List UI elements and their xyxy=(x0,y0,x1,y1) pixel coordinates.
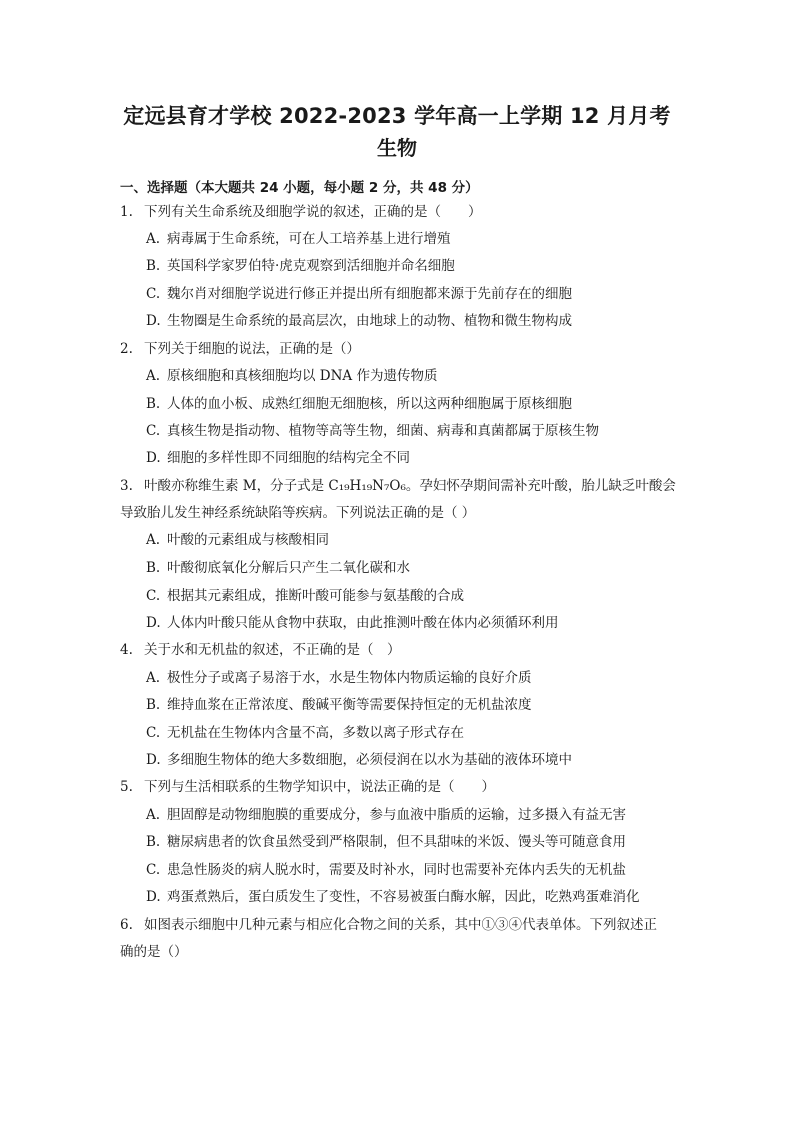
question-4 xyxy=(120,641,401,659)
option-text: 患急性肠炎的病人脱水时，需要及时补水，同时也需要补充体内丢失的无机盐 xyxy=(167,862,626,878)
question-5 xyxy=(120,778,495,796)
option-letter: C. xyxy=(146,286,161,302)
question-3-continuation: 导致胎儿发生神经系统缺陷等疾病。下列说法正确的是（ ） xyxy=(120,505,476,521)
option-letter: B. xyxy=(146,396,161,412)
option-text: 根据其元素组成，推断叶酸可能参与氨基酸的合成 xyxy=(167,588,464,604)
option-letter: C. xyxy=(146,725,161,741)
option-3d xyxy=(146,614,559,632)
question-number: 5. xyxy=(120,779,133,795)
option-text: 叶酸彻底氧化分解后只产生二氧化碳和水 xyxy=(167,560,410,576)
option-letter: D. xyxy=(146,450,161,466)
option-4d xyxy=(146,751,572,769)
option-text: 原核细胞和真核细胞均以 DNA 作为遗传物质 xyxy=(167,368,438,384)
question-6 xyxy=(120,916,657,934)
option-3b xyxy=(146,559,410,577)
option-2a xyxy=(146,367,437,385)
option-5a xyxy=(146,806,626,824)
question-number: 2. xyxy=(120,341,133,357)
question-6-continuation: 确的是（） xyxy=(120,944,188,960)
option-text: 病毒属于生命系统，可在人工培养基上进行增殖 xyxy=(167,231,451,247)
option-5c xyxy=(146,861,626,879)
option-text: 无机盐在生物体内含量不高，多数以离子形式存在 xyxy=(167,725,464,741)
option-5b xyxy=(146,833,626,851)
option-5d xyxy=(146,888,640,906)
exam-title: 定远县育才学校 2022-2023 学年高一上学期 12 月月考 xyxy=(123,104,671,128)
question-stem: 如图表示细胞中几种元素与相应化合物之间的关系，其中①③④代表单体。下列叙述正 xyxy=(144,917,657,933)
option-letter: D. xyxy=(146,889,161,905)
question-stem: 关于水和无机盐的叙述，不正确的是（ ） xyxy=(144,642,401,658)
option-text: 真核生物是指动物、植物等高等生物，细菌、病毒和真菌都属于原核生物 xyxy=(167,423,599,439)
option-4b xyxy=(146,696,532,714)
option-text: 生物圈是生命系统的最高层次，由地球上的动物、植物和微生物构成 xyxy=(167,313,572,329)
option-text: 人体内叶酸只能从食物中获取，由此推测叶酸在体内必须循环利用 xyxy=(167,615,559,631)
option-letter: A. xyxy=(146,231,161,247)
question-3 xyxy=(120,477,676,495)
option-2c xyxy=(146,422,599,440)
option-text: 胆固醇是动物细胞膜的重要成分，参与血液中脂质的运输，过多摄入有益无害 xyxy=(167,807,626,823)
option-text: 细胞的多样性即不同细胞的结构完全不同 xyxy=(167,450,410,466)
option-letter: C. xyxy=(146,423,161,439)
question-number: 6. xyxy=(120,917,133,933)
option-letter: C. xyxy=(146,862,161,878)
option-letter: D. xyxy=(146,752,161,768)
question-stem: 叶酸亦称维生素 M，分子式是 C₁₉H₁₉N₇O₆。孕妇怀孕期间需补充叶酸，胎儿缺乏叶酸会 xyxy=(144,478,676,494)
option-letter: B. xyxy=(146,834,161,850)
option-text: 维持血浆在正常浓度、酸碱平衡等需要保持恒定的无机盐浓度 xyxy=(167,697,532,713)
question-stem: 下列有关生命系统及细胞学说的叙述，正确的是（ ） xyxy=(144,204,482,220)
option-letter: B. xyxy=(146,697,161,713)
question-stem: 下列关于细胞的说法，正确的是（） xyxy=(144,341,360,357)
option-1a xyxy=(146,230,451,248)
section-heading: 一、选择题（本大题共 24 小题，每小题 2 分，共 48 分） xyxy=(120,180,479,196)
option-text: 多细胞生物体的绝大多数细胞，必须侵润在以水为基础的液体环境中 xyxy=(167,752,572,768)
option-text: 糖尿病患者的饮食虽然受到严格限制，但不具甜味的米饭、馒头等可随意食用 xyxy=(167,834,626,850)
option-letter: A. xyxy=(146,670,161,686)
option-1c xyxy=(146,285,572,303)
option-letter: A. xyxy=(146,368,161,384)
option-3a xyxy=(146,531,329,549)
option-letter: C. xyxy=(146,588,161,604)
option-letter: B. xyxy=(146,560,161,576)
option-letter: A. xyxy=(146,807,161,823)
option-2d xyxy=(146,449,410,467)
option-letter: B. xyxy=(146,258,161,274)
option-text: 极性分子或离子易溶于水，水是生物体内物质运输的良好介质 xyxy=(167,670,532,686)
option-2b xyxy=(146,395,572,413)
option-text: 人体的血小板、成熟红细胞无细胞核，所以这两种细胞属于原核细胞 xyxy=(167,396,572,412)
question-number: 1. xyxy=(120,204,133,220)
subject-title: 生物 xyxy=(377,136,417,160)
option-letter: A. xyxy=(146,532,161,548)
option-3c xyxy=(146,587,464,605)
question-number: 3. xyxy=(120,478,133,494)
option-1b xyxy=(146,257,455,275)
question-2 xyxy=(120,340,360,358)
question-number: 4. xyxy=(120,642,133,658)
option-text: 叶酸的元素组成与核酸相同 xyxy=(167,532,329,548)
option-4a xyxy=(146,669,532,687)
option-letter: D. xyxy=(146,313,161,329)
option-4c xyxy=(146,724,464,742)
question-1 xyxy=(120,203,482,221)
option-1d xyxy=(146,312,572,330)
option-text: 英国科学家罗伯特·虎克观察到活细胞并命名细胞 xyxy=(167,258,455,274)
option-text: 鸡蛋煮熟后，蛋白质发生了变性，不容易被蛋白酶水解，因此，吃熟鸡蛋难消化 xyxy=(167,889,640,905)
option-letter: D. xyxy=(146,615,161,631)
option-text: 魏尔肖对细胞学说进行修正并提出所有细胞都来源于先前存在的细胞 xyxy=(167,286,572,302)
question-stem: 下列与生活相联系的生物学知识中，说法正确的是（ ） xyxy=(144,779,495,795)
